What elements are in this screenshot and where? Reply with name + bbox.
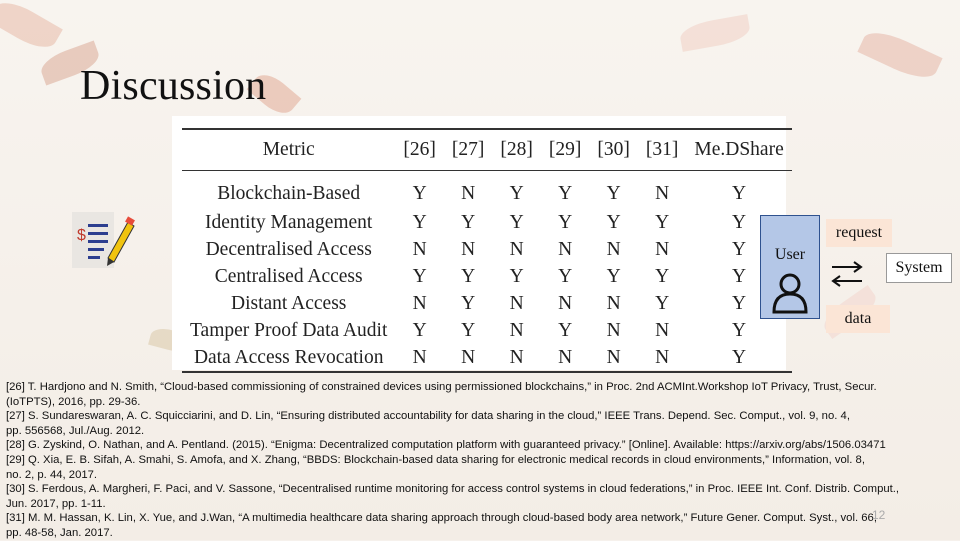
table-cell: Y: [732, 319, 747, 341]
page-number: 12: [872, 508, 886, 522]
table-cell: Y: [461, 211, 476, 233]
table-cell: Y: [606, 183, 621, 204]
table-row: [182, 236, 792, 263]
header-ref-28: [28]: [492, 129, 541, 171]
table-row: [182, 290, 792, 317]
metric-cell: Distant Access: [231, 292, 347, 314]
table-cell: Y: [558, 211, 573, 233]
table-cell: Y: [732, 211, 747, 233]
reference-line: [31] M. M. Hassan, K. Lin, X. Yue, and J.Wan, “A multimedia healthcare data sharing approach through cloud-based body area network,” Future Gener. Comput. Syst., vol. 66,: [6, 512, 877, 525]
exchange-arrows-icon: [830, 261, 864, 287]
table-cell: Y: [732, 238, 747, 260]
table-cell: Y: [558, 319, 573, 341]
header-medshare: Me.DShare: [686, 129, 791, 171]
reference-line: pp. 48-58, Jan. 2017.: [6, 526, 113, 539]
table-cell: Y: [655, 265, 670, 287]
person-icon: [771, 272, 809, 314]
table-cell: Y: [412, 319, 427, 341]
header-ref-27: [27]: [444, 129, 493, 171]
metric-cell: Decentralised Access: [205, 238, 372, 260]
table-cell: Y: [509, 211, 524, 233]
table-cell: N: [461, 183, 476, 204]
table-cell: N: [461, 238, 476, 260]
table-header-row: [182, 129, 792, 171]
table-row: [182, 344, 792, 372]
table-cell: N: [558, 292, 573, 314]
table-cell: N: [395, 344, 444, 372]
reference-line: [30] S. Ferdous, A. Margheri, F. Paci, and V. Sassone, “Decentralised runtime monitoring for access control systems in cloud federations,” in Proc. IEEE Int. Conf. Distrib. Comput.,: [6, 483, 900, 496]
reference-line: [28] G. Zyskind, O. Nathan, and A. Pentland. (2015). “Enigma: Decentralized computation platform with guaranteed privacy.” [Online]. Available: https://arxiv.org/abs/1506.03471: [6, 439, 886, 452]
reference-line: pp. 556568, Jul./Aug. 2012.: [6, 424, 145, 437]
reference-line: no. 2, p. 44, 2017.: [6, 468, 98, 481]
table-cell: Y: [412, 265, 427, 287]
table-cell: Y: [732, 292, 747, 314]
document-pen-icon: [70, 210, 138, 272]
data-label: data: [826, 305, 890, 333]
comparison-table-card: [172, 116, 786, 370]
table-cell: N: [558, 238, 573, 260]
table-row: [182, 263, 792, 290]
table-cell: Y: [732, 265, 747, 287]
header-metric: Metric: [182, 129, 395, 171]
table-cell: N: [655, 319, 670, 341]
reference-line: (IoTPTS), 2016, pp. 29-36.: [6, 395, 141, 408]
table-cell: N: [606, 292, 621, 314]
references-list: [6, 380, 956, 541]
reference-line: Jun. 2017, pp. 1-11.: [6, 497, 106, 510]
table-cell: N: [444, 344, 493, 372]
comparison-table: [182, 128, 792, 373]
table-cell: N: [606, 238, 621, 260]
table-row: [182, 209, 792, 236]
table-cell: Y: [655, 292, 670, 314]
metric-cell: Blockchain-Based: [217, 183, 361, 204]
metric-cell: Centralised Access: [214, 265, 363, 287]
table-cell: N: [509, 292, 524, 314]
table-row: [182, 171, 792, 210]
svg-text:$: $: [77, 227, 86, 244]
user-system-diagram: [760, 215, 960, 340]
table-row: [182, 317, 792, 344]
table-cell: N: [492, 344, 541, 372]
table-cell: N: [589, 344, 638, 372]
metric-cell: Tamper Proof Data Audit: [190, 319, 388, 341]
table-cell: N: [638, 344, 687, 372]
table-cell: N: [412, 292, 427, 314]
table-cell: Y: [558, 183, 573, 204]
user-box: [760, 215, 820, 319]
system-box: System: [886, 253, 952, 283]
reference-line: [29] Q. Xia, E. B. Sifah, A. Smahi, S. Amofa, and X. Zhang, “BBDS: Blockchain-based data sharing for electronic medical records in cloud environments,” Information, vol. 8,: [6, 453, 865, 466]
table-cell: N: [412, 238, 427, 260]
table-cell: Y: [509, 183, 524, 204]
header-ref-30: [30]: [589, 129, 638, 171]
table-cell: Y: [606, 211, 621, 233]
table-cell: Y: [732, 183, 747, 204]
reference-line: [26] T. Hardjono and N. Smith, “Cloud-based commissioning of constrained devices using permissioned blockchains,” in Proc. 2nd ACMInt.Workshop IoT Privacy, Trust, Secur.: [6, 381, 877, 393]
user-label: User: [774, 246, 806, 263]
table-cell: Y: [461, 292, 476, 314]
table-cell: Y: [606, 265, 621, 287]
table-cell: Y: [686, 344, 791, 372]
table-cell: N: [606, 319, 621, 341]
table-cell: Y: [461, 319, 476, 341]
table-cell: N: [509, 319, 524, 341]
slide-title: Discussion: [80, 63, 267, 109]
table-cell: Y: [655, 211, 670, 233]
request-label: request: [826, 219, 892, 247]
metric-cell: Data Access Revocation: [182, 344, 395, 372]
table-cell: N: [541, 344, 590, 372]
table-cell: N: [655, 238, 670, 260]
table-cell: N: [509, 238, 524, 260]
table-cell: Y: [461, 265, 476, 287]
header-ref-29: [29]: [541, 129, 590, 171]
header-ref-26: [26]: [395, 129, 444, 171]
table-cell: N: [655, 183, 670, 204]
header-ref-31: [31]: [638, 129, 687, 171]
table-cell: Y: [509, 265, 524, 287]
reference-line: [27] S. Sundareswaran, A. C. Squicciarini, and D. Lin, “Ensuring distributed accountability for data sharing in the cloud,” IEEE Trans. Depend. Sec. Comput., vol. 9, no. 4,: [6, 410, 850, 423]
table-cell: Y: [412, 183, 427, 204]
metric-cell: Identity Management: [205, 211, 373, 233]
table-cell: Y: [412, 211, 427, 233]
table-cell: Y: [558, 265, 573, 287]
